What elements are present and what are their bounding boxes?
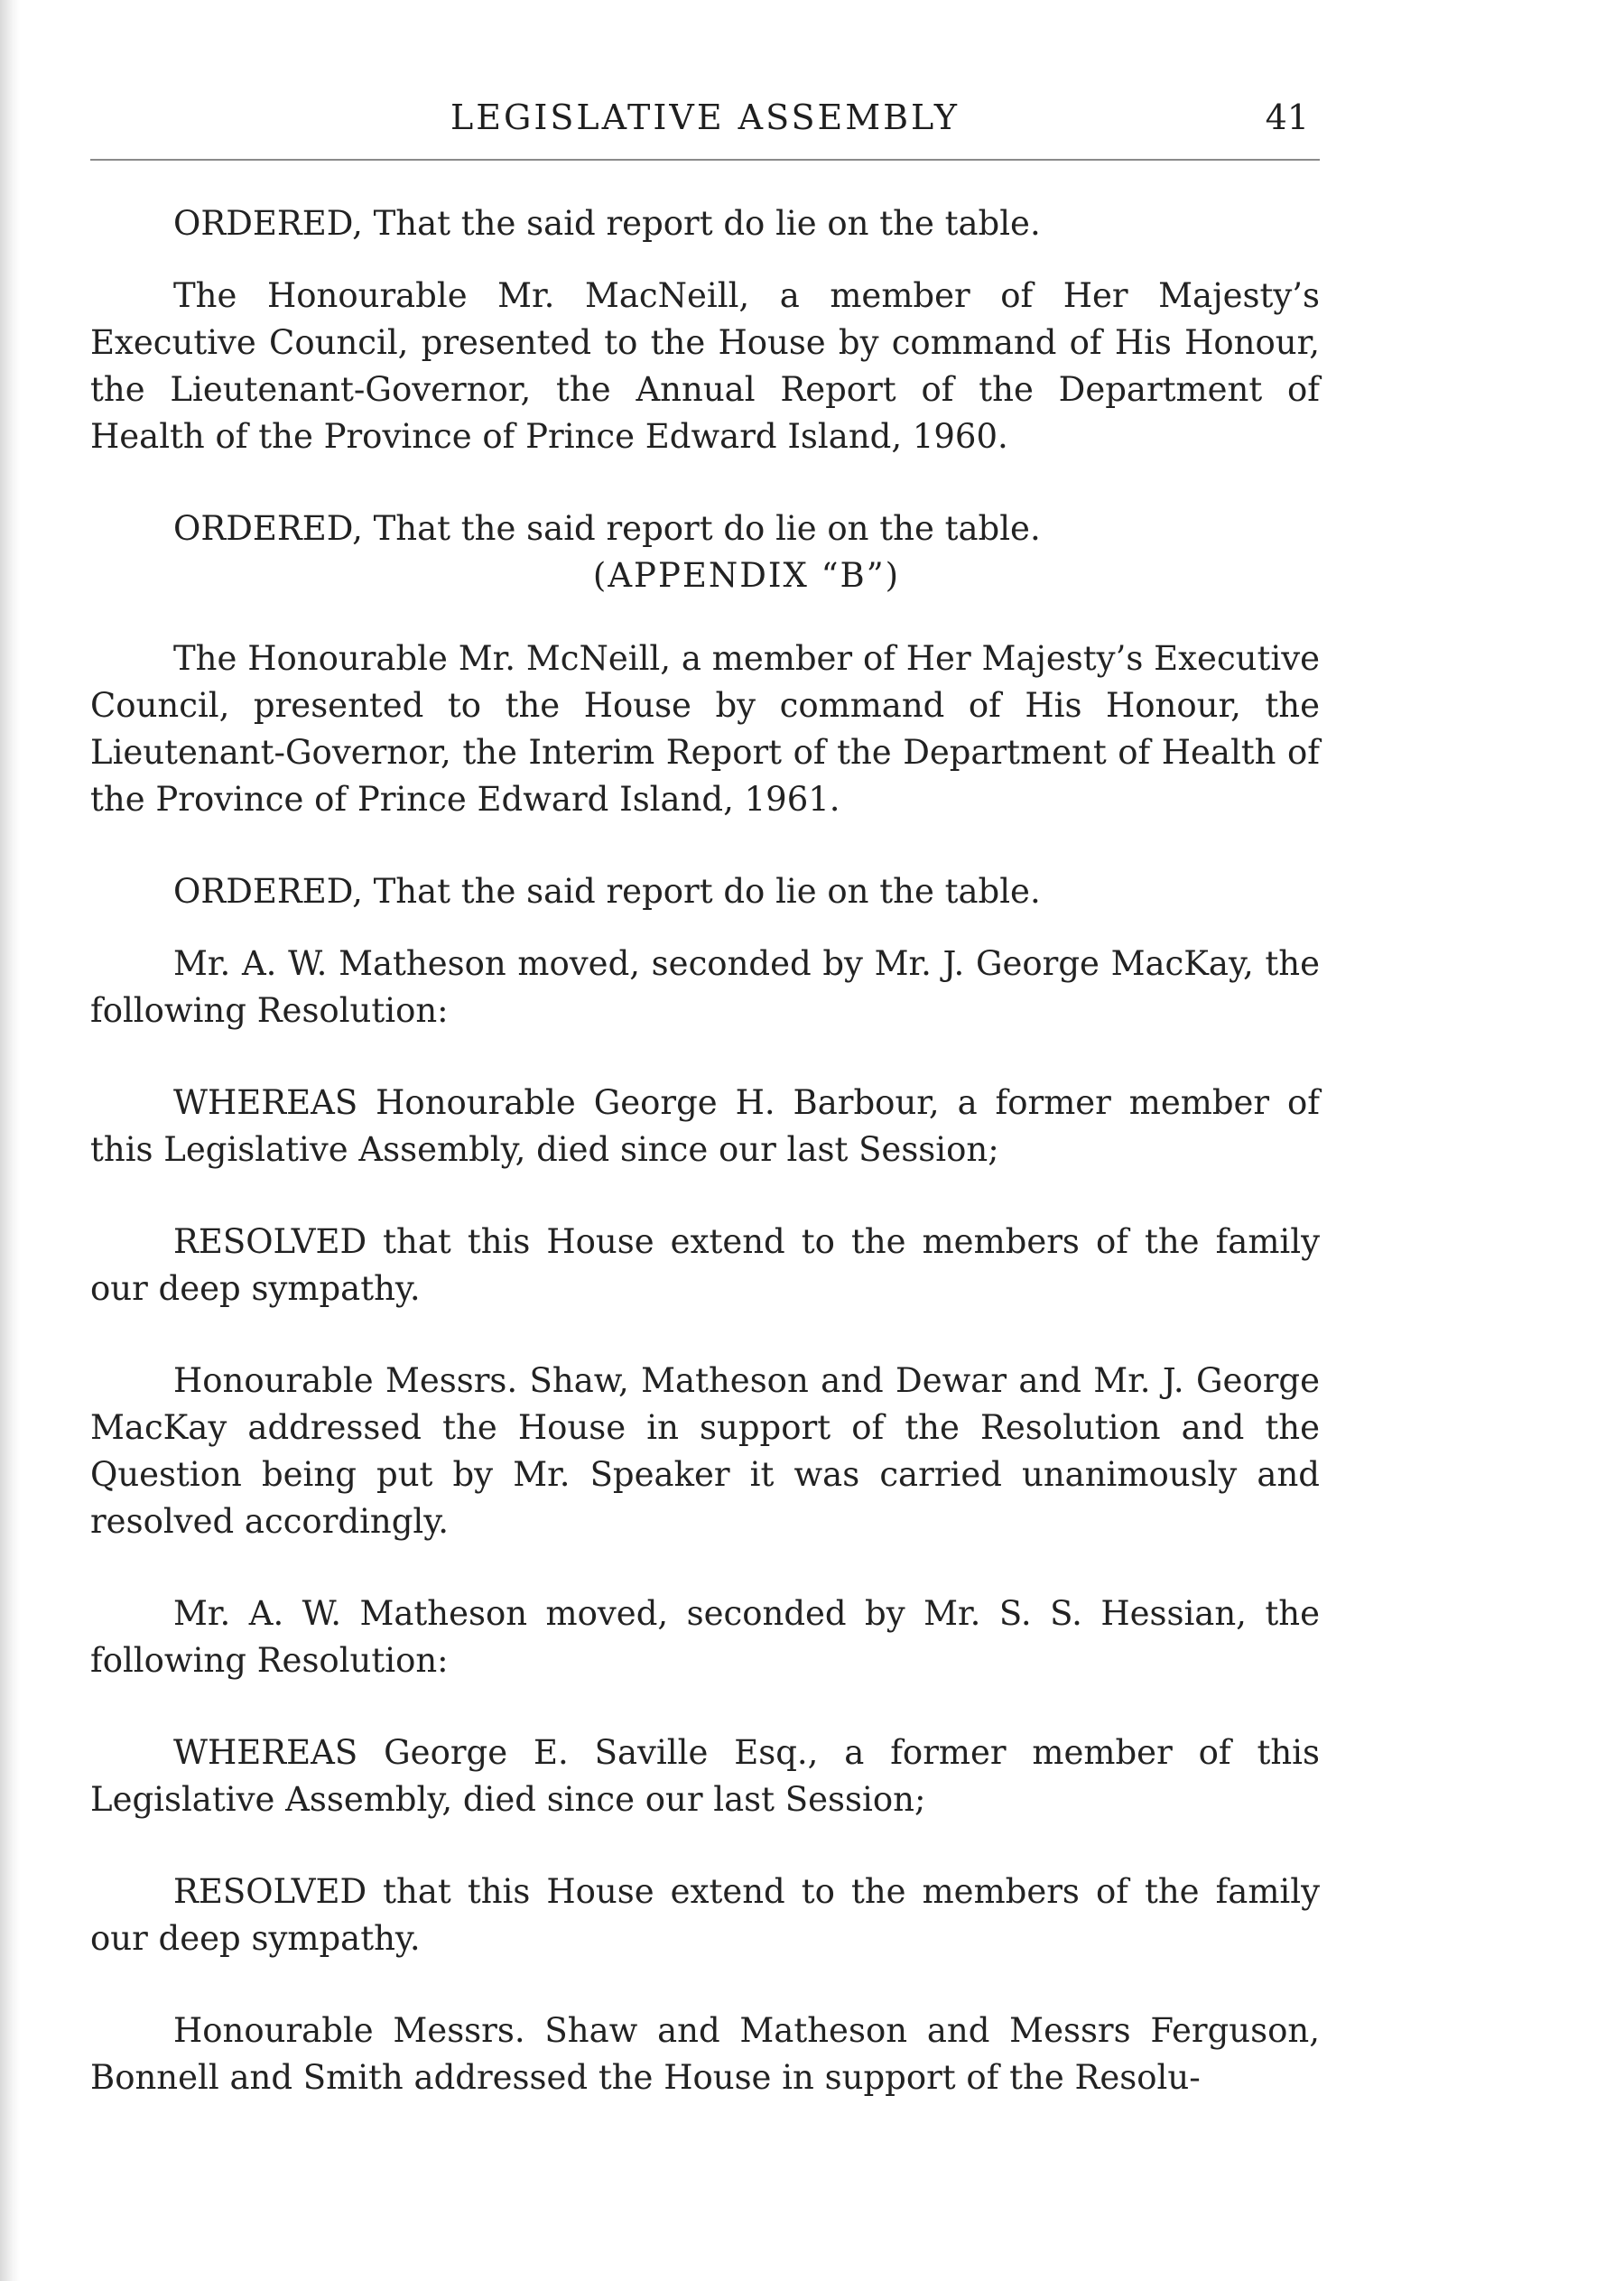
page-body — [90, 200, 1320, 2101]
paragraph-ordered-1: ORDERED, That the said report do lie on the table. — [173, 204, 1041, 243]
paragraph-addressed-2: Honourable Messrs. Shaw and Matheson and Messrs Ferguson, Bonnell and Smith addressed the House in support of the Resolu- — [90, 2011, 1320, 2097]
page-number: 41 — [1265, 97, 1309, 137]
paragraph-whereas-1: WHEREAS Honourable George H. Barbour, a former member of this Legislative Assembly, died since our last Session; — [90, 1083, 1320, 1169]
paragraph-ordered-2: ORDERED, That the said report do lie on the table. — [173, 509, 1041, 548]
paragraph-ordered-3: ORDERED, That the said report do lie on the table. — [173, 872, 1041, 911]
appendix-heading: (APPENDIX “B”) — [592, 556, 901, 595]
page-header — [90, 90, 1320, 161]
paragraph-whereas-2: WHEREAS George E. Saville Esq., a former member of this Legislative Assembly, died since our last Session; — [90, 1733, 1320, 1819]
paragraph-addressed-1: Honourable Messrs. Shaw, Matheson and Dewar and Mr. J. George MacKay addressed the House in support of the Resolution and the Question being put by Mr. Speaker it was carried unanimously and resolved accordingly. — [90, 1361, 1320, 1541]
page-edge-shadow — [0, 0, 20, 2281]
running-head: LEGISLATIVE ASSEMBLY — [450, 97, 960, 137]
paragraph-resolved-2: RESOLVED that this House extend to the members of the family our deep sympathy. — [90, 1872, 1320, 1958]
paragraph-motion-1: Mr. A. W. Matheson moved, seconded by Mr. J. George MacKay, the following Resolution: — [90, 944, 1320, 1030]
paragraph-resolved-1: RESOLVED that this House extend to the members of the family our deep sympathy. — [90, 1222, 1320, 1308]
paragraph-annual-report: The Honourable Mr. MacNeill, a member of Her Majesty’s Executive Council, presented to the House by command of His Honour, the Lieutenant-Governor, the Annual Report of the Department of Health of the Province of Prince Edward Island, 1960. — [90, 276, 1320, 456]
paragraph-motion-2: Mr. A. W. Matheson moved, seconded by Mr. S. S. Hessian, the following Resolution: — [90, 1594, 1320, 1680]
paragraph-interim-report: The Honourable Mr. McNeill, a member of Her Majesty’s Executive Council, presented to the House by command of His Honour, the Lieutenant-Governor, the Interim Report of the Department of Health of the Province of Prince Edward Island, 1961. — [90, 639, 1320, 819]
